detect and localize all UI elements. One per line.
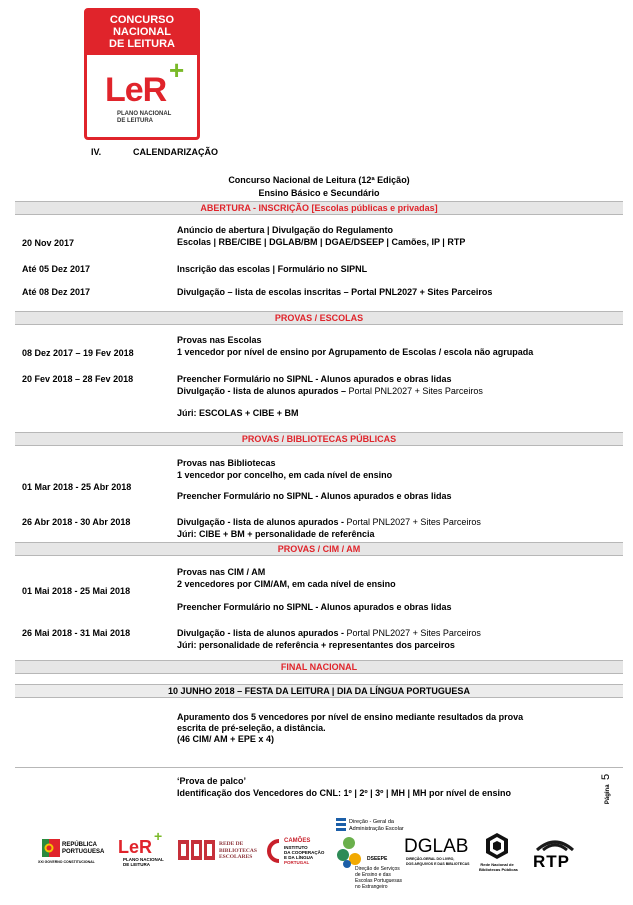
band-final-label: FINAL NACIONAL bbox=[280, 662, 358, 672]
dglab-sub2: DOS ARQUIVOS E DAS BIBLIOTECAS bbox=[406, 861, 470, 866]
row5-line2b: Portal PNL2027 + Sites Parceiros bbox=[348, 386, 483, 396]
band-festa-label: 10 JUNHO 2018 – FESTA DA LEITURA | DIA DA LÍNGUA PORTUGUESA bbox=[168, 686, 470, 696]
logo-line2: NACIONAL bbox=[112, 26, 172, 38]
band-bibliotecas bbox=[15, 432, 623, 446]
camoes-line4: E DA LÍNGUA bbox=[284, 855, 314, 860]
row4-date: 08 Dez 2017 – 19 Fev 2018 bbox=[22, 348, 134, 358]
camoes-icon bbox=[267, 838, 281, 864]
row7-line1b: Portal PNL2027 + Sites Parceiros bbox=[346, 517, 481, 527]
row6-line1: Provas nas Bibliotecas bbox=[177, 458, 276, 468]
band-cim bbox=[15, 542, 623, 556]
rnbp-line1: Rede Nacional de bbox=[480, 862, 514, 867]
row6-line2: 1 vencedor por concelho, em cada nível de ensino bbox=[177, 470, 393, 480]
row7-line1 bbox=[177, 517, 481, 528]
republica-line1: REPÚBLICA bbox=[62, 842, 98, 848]
camoes-line2: INSTITUTO bbox=[284, 845, 308, 850]
row11-line1: ‘Prova de palco’ bbox=[177, 776, 247, 786]
rnbp-line2: Bibliotecas Públicas bbox=[479, 867, 518, 872]
heading-line2: Ensino Básico e Secundário bbox=[258, 188, 380, 198]
band-escolas-label: PROVAS / ESCOLAS bbox=[274, 313, 364, 323]
page-number bbox=[596, 770, 620, 804]
dglab-brand: DGLAB bbox=[404, 836, 469, 857]
row9-line1 bbox=[177, 628, 481, 639]
logo-plus-icon: + bbox=[169, 55, 185, 85]
dseepe-label: DSEEPE bbox=[367, 856, 388, 862]
row5-line3: Júri: ESCOLAS + CIBE + BM bbox=[177, 408, 299, 418]
dseepe-sub3: Escolas Portuguesas bbox=[355, 878, 402, 884]
rbe-icon bbox=[178, 838, 216, 862]
row8-date: 01 Mai 2018 - 25 Mai 2018 bbox=[22, 586, 131, 596]
heading-line1: Concurso Nacional de Leitura (12ª Edição) bbox=[228, 175, 410, 185]
row7-line2: Júri: CIBE + BM + personalidade de referência bbox=[177, 529, 375, 539]
dseepe-sub1: Direção de Serviços bbox=[355, 866, 400, 872]
row3-date: Até 08 Dez 2017 bbox=[22, 287, 91, 297]
row5-line2a: Divulgação - lista de alunos apurados – bbox=[177, 386, 349, 396]
logo-brand: LeR bbox=[105, 71, 167, 109]
footer-ler-plus-icon: + bbox=[154, 828, 163, 844]
row10-line2: escrita de pré-seleção, a distância. bbox=[177, 723, 326, 733]
republica-line2: PORTUGUESA bbox=[62, 849, 105, 855]
row10-line1: Apuramento dos 5 vencedores por nível de ensino mediante resultados da prova bbox=[177, 712, 524, 722]
row9-line1a: Divulgação - lista de alunos apurados - bbox=[177, 628, 347, 638]
rnbp-icon bbox=[486, 833, 508, 859]
row7-date: 26 Abr 2018 - 30 Abr 2018 bbox=[22, 517, 131, 527]
dgae-line2: Administração Escolar bbox=[349, 826, 404, 832]
dgae-icon bbox=[336, 818, 346, 832]
governo-label: XXI GOVERNO CONSTITUCIONAL bbox=[38, 860, 95, 864]
band-cim-label: PROVAS / CIM / AM bbox=[277, 544, 361, 554]
row8-line2: 2 vencedores por CIM/AM, em cada nível de ensino bbox=[177, 579, 396, 589]
footer-ler-sub2: DE LEITURA bbox=[123, 862, 150, 867]
row11-line2: Identificação dos Vencedores do CNL: 1º | 2º | 3º | MH | MH por nível de ensino bbox=[177, 788, 511, 798]
rbe-line2: BIBLIOTECAS bbox=[219, 847, 257, 854]
page-label: Página bbox=[605, 784, 612, 805]
row1-line1: Anúncio de abertura | Divulgação do Regulamento bbox=[177, 225, 394, 235]
page-digit: 5 bbox=[600, 773, 613, 780]
row10-line3: (46 CIM/ AM + EPE x 4) bbox=[177, 734, 274, 744]
logo-sub1: PLANO NACIONAL bbox=[117, 111, 172, 117]
rbe-line1: REDE DE bbox=[219, 841, 244, 847]
dseepe-icon bbox=[335, 835, 363, 869]
row5-date: 20 Fev 2018 – 28 Fev 2018 bbox=[22, 374, 134, 384]
row4-line1: Provas nas Escolas bbox=[177, 335, 262, 345]
row5-line1: Preencher Formulário no SIPNL - Alunos apurados e obras lidas bbox=[177, 374, 452, 384]
row2-line1: Inscrição das escolas | Formulário no SIPNL bbox=[177, 264, 368, 274]
dseepe-sub2: de Ensino e das bbox=[355, 872, 391, 878]
row8-line1: Provas nas CIM / AM bbox=[177, 567, 266, 577]
dglab-sub1: DIREÇÃO-GERAL DO LIVRO, bbox=[406, 857, 455, 861]
divider bbox=[15, 767, 623, 768]
row4-line2: 1 vencedor por nível de ensino por Agrupamento de Escolas / escola não agrupada bbox=[177, 347, 534, 357]
row1-date: 20 Nov 2017 bbox=[22, 238, 75, 248]
row3-line1: Divulgação – lista de escolas inscritas – Portal PNL2027 + Sites Parceiros bbox=[177, 287, 493, 297]
row5-line2 bbox=[177, 386, 483, 397]
row2-date: Até 05 Dez 2017 bbox=[22, 264, 91, 274]
camoes-line5: PORTUGAL bbox=[284, 860, 310, 865]
row9-line1b: Portal PNL2027 + Sites Parceiros bbox=[346, 628, 481, 638]
rtp-icon bbox=[535, 838, 575, 852]
row8-line3: Preencher Formulário no SIPNL - Alunos apurados e obras lidas bbox=[177, 602, 452, 612]
footer-ler-brand: LeR bbox=[118, 837, 153, 857]
band-abertura-label: ABERTURA - INSCRIÇÃO [Escolas públicas e privadas] bbox=[200, 203, 438, 213]
footer-ler-sub1: PLANO NACIONAL bbox=[123, 857, 164, 862]
camoes-line1: CAMÕES bbox=[284, 838, 311, 844]
section-number: IV. bbox=[91, 147, 102, 157]
row9-line2: Júri: personalidade de referência + representantes dos parceiros bbox=[177, 640, 455, 650]
dseepe-sub4: no Estrangeiro bbox=[355, 884, 388, 890]
rtp-brand: RTP bbox=[533, 852, 570, 871]
band-abertura bbox=[15, 201, 623, 215]
band-final bbox=[15, 660, 623, 674]
logo-sub2: DE LEITURA bbox=[117, 118, 153, 124]
row7-line1a: Divulgação - lista de alunos apurados - bbox=[177, 517, 347, 527]
rbe-line3: ESCOLARES bbox=[219, 854, 253, 860]
row6-date: 01 Mar 2018 - 25 Abr 2018 bbox=[22, 482, 132, 492]
band-escolas bbox=[15, 311, 623, 325]
camoes-line3: DA COOPERAÇÃO bbox=[284, 850, 325, 855]
row9-date: 26 Mai 2018 - 31 Mai 2018 bbox=[22, 628, 131, 638]
dgae-line1: Direção - Geral da bbox=[349, 819, 394, 825]
band-festa bbox=[15, 684, 623, 698]
band-bibliotecas-label: PROVAS / BIBLIOTECAS PÚBLICAS bbox=[241, 434, 397, 444]
logo-line1: CONCURSO bbox=[109, 14, 175, 26]
row1-line2: Escolas | RBE/CIBE | DGLAB/BM | DGAE/DSEEP | Camões, IP | RTP bbox=[177, 237, 466, 247]
section-title: CALENDARIZAÇÃO bbox=[133, 147, 218, 157]
concurso-logo bbox=[84, 8, 200, 140]
republica-emblem-icon bbox=[42, 839, 60, 857]
logo-line3: DE LEITURA bbox=[109, 38, 175, 50]
row6-line3: Preencher Formulário no SIPNL - Alunos apurados e obras lidas bbox=[177, 491, 452, 501]
